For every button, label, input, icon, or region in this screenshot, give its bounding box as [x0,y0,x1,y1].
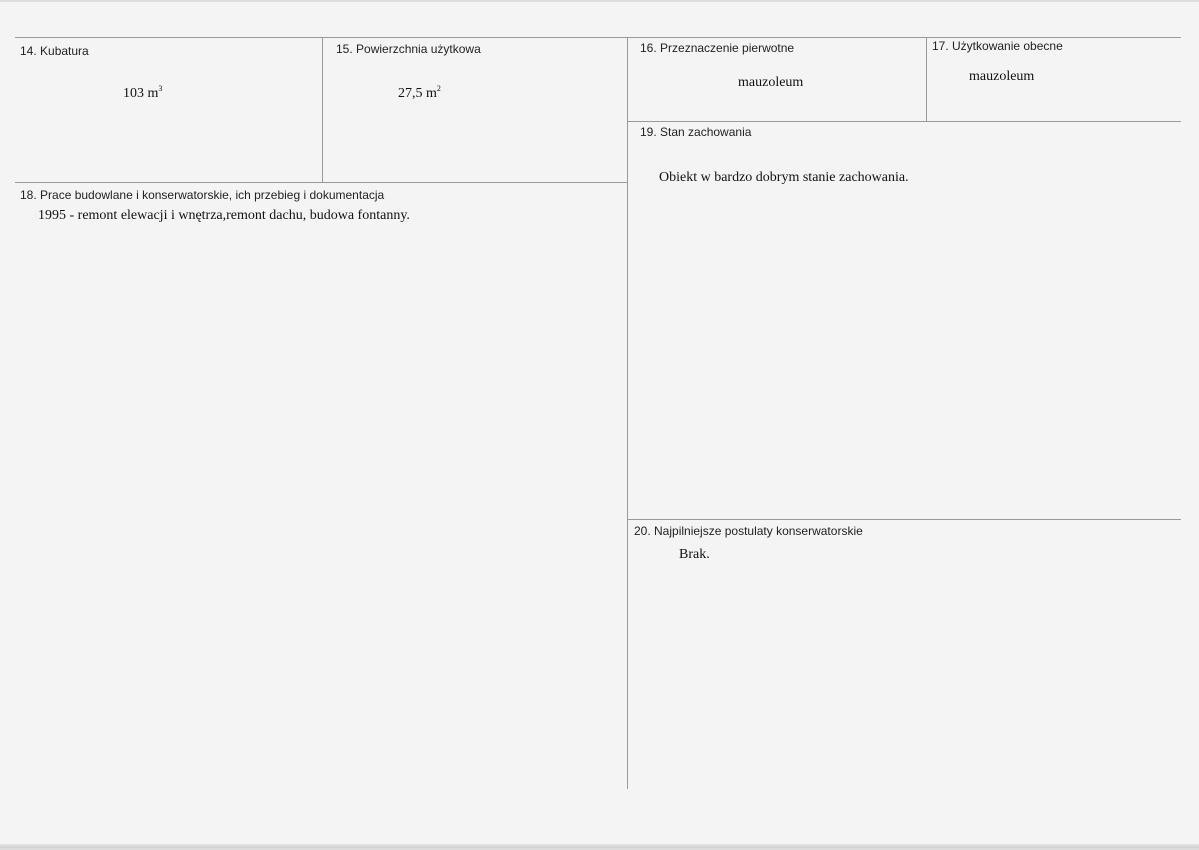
field-14-value [123,84,162,102]
field-19-label: 19. Stan zachowania [640,125,752,139]
field-20-value: Brak. [679,547,710,562]
main-column-divider [627,37,628,789]
divider-16-17 [926,37,927,121]
field-15-value-text: 27,5 m [398,86,437,101]
divider-row-18 [15,182,627,183]
field-17-label: 17. Użytkowanie obecne [932,39,1063,53]
field-17-value: mauzoleum [969,69,1035,84]
field-15-label: 15. Powierzchnia użytkowa [336,42,481,56]
field-14-label: 14. Kubatura [20,44,89,58]
field-14-unit-exponent: 3 [158,84,163,93]
field-18-value: 1995 - remont elewacji i wnętrza,remont dachu, budowa fontanny. [38,208,410,223]
field-16-label: 16. Przeznaczenie pierwotne [640,41,795,55]
field-20-label: 20. Najpilniejsze postulaty konserwatorskie [634,524,863,538]
field-19-value: Obiekt w bardzo dobrym stanie zachowania. [659,170,909,185]
divider-14-15 [322,37,323,182]
top-border [15,37,1181,38]
field-15-unit-exponent: 2 [436,84,441,93]
field-14-value-text: 103 m [123,86,159,101]
divider-row-20 [627,519,1181,520]
field-16-value: mauzoleum [738,75,804,90]
divider-row-19 [627,121,1181,122]
form-sheet [0,2,1199,848]
field-18-label: 18. Prace budowlane i konserwatorskie, ich przebieg i dokumentacja [20,188,385,202]
field-15-value [398,84,441,102]
